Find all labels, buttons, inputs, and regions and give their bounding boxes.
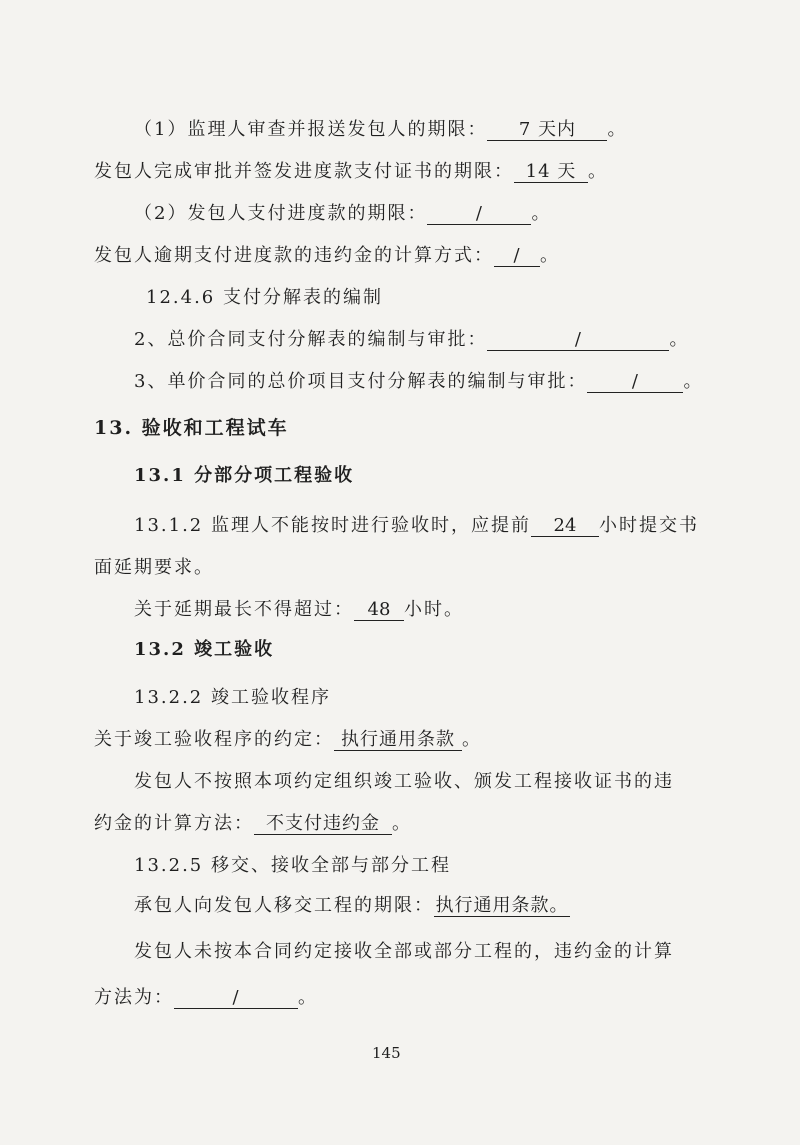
supervisor-review-period: （1）监理人审查并报送发包人的期限： 7 天内 。 [134,119,628,140]
blank-value: 执行通用条款。 [435,895,569,916]
blank-value: / [587,372,683,393]
blank-value: 48 [354,600,404,621]
completion-procedure-agreement: 关于竣工验收程序的约定： 执行通用条款 。 [94,729,482,750]
section-13-2-2-heading: 13.2.2 竣工验收程序 [134,687,331,708]
blank-value: / [427,204,531,225]
section-12-4-6-heading: 12.4.6 支付分解表的编制 [146,287,383,308]
blank-value: 14 天 [514,162,588,183]
section-13-1-2-continued: 面延期要求。 [94,557,214,578]
handover-period: 承包人向发包人移交工程的期限：执行通用条款。 [134,895,569,916]
approval-period: 发包人完成审批并签发进度款支付证书的期限： 14 天 。 [94,161,608,182]
blank-value: 7 天内 [487,120,607,141]
completion-penalty-method: 约金的计算方法： 不支付违约金 。 [94,813,412,834]
late-payment-penalty: 发包人逾期支付进度款的违约金的计算方式： / 。 [94,245,560,266]
blank-value: 24 [531,516,599,537]
blank-value: 执行通用条款 [334,730,462,751]
completion-penalty-text: 发包人不按照本项约定组织竣工验收、颁发工程接收证书的违 [134,771,674,792]
section-13-2-5-heading: 13.2.5 移交、接收全部与部分工程 [134,855,451,876]
max-extension: 关于延期最长不得超过： 48 小时。 [134,599,464,620]
acceptance-penalty-text: 发包人未按本合同约定接收全部或部分工程的，违约金的计算 [134,941,674,962]
section-13-1-2-text: 13.1.2 监理人不能按时进行验收时，应提前 24 小时提交书 [134,515,699,536]
section-13-2-heading: 13.2 竣工验收 [134,639,275,660]
payment-period: （2）发包人支付进度款的期限： / 。 [134,203,552,224]
page-number: 145 [372,1044,401,1062]
blank-value: / [174,988,298,1009]
blank-value: / [494,246,540,267]
lump-sum-breakdown: 2、总价合同支付分解表的编制与审批： / 。 [134,329,690,350]
section-13-heading: 13. 验收和工程试车 [94,417,289,439]
blank-value: / [487,330,669,351]
unit-price-breakdown: 3、单价合同的总价项目支付分解表的编制与审批： / 。 [134,371,704,392]
blank-value: 不支付违约金 [254,814,392,835]
section-13-1-heading: 13.1 分部分项工程验收 [134,465,355,486]
acceptance-penalty-method: 方法为： / 。 [94,987,318,1008]
